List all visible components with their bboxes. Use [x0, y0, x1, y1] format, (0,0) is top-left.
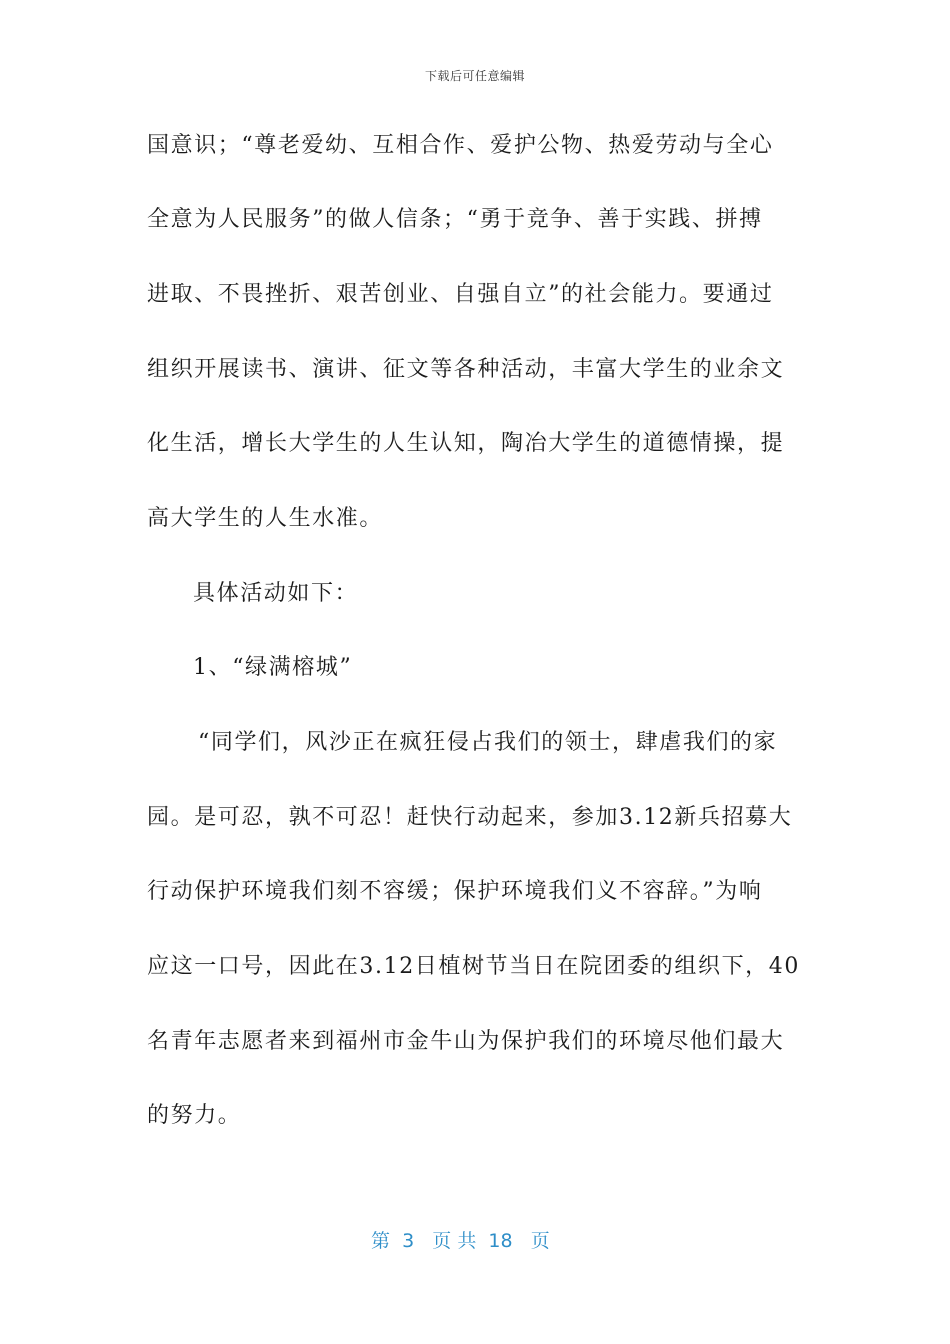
- body-line: 全意为人民服务”的做人信条；“勇于竞争、善于实践、拼搏: [147, 207, 763, 232]
- body-line: 国意识；“尊老爱幼、互相合作、爱护公物、热爱劳动与全心: [147, 133, 774, 158]
- section-heading: 1、“绿满榕城”: [193, 655, 353, 680]
- body-line: 进取、不畏挫折、艰苦创业、自强自立”的社会能力。要通过: [147, 282, 774, 307]
- body-line: 名青年志愿者来到福州市金牛山为保护我们的环境尽他们最大: [147, 1029, 785, 1054]
- body-line: 应这一口号，因此在3.12日植树节当日在院团委的组织下，40: [147, 954, 800, 979]
- body-line: 行动保护环境我们刻不容缓；保护环境我们义不容辞。”为响: [147, 879, 763, 904]
- section-intro: 具体活动如下：: [193, 581, 359, 606]
- page-header: 下载后可任意编辑: [424, 69, 525, 83]
- body-line: 化生活，增长大学生的人生认知，陶冶大学生的道德情操，提: [147, 431, 785, 456]
- body-line: 的努力。: [147, 1103, 242, 1128]
- body-line: 园。是可忍，孰不可忍！赶快行动起来，参加3.12新兵招募大: [147, 805, 793, 830]
- body-line: “同学们，风沙正在疯狂侵占我们的领士，肆虐我们的家: [198, 730, 778, 755]
- body-line: 组织开展读书、演讲、征文等各种活动，丰富大学生的业余文: [147, 357, 785, 382]
- page-number: 第 3 页 共 18 页: [371, 1230, 550, 1252]
- body-line: 高大学生的人生水准。: [147, 506, 384, 531]
